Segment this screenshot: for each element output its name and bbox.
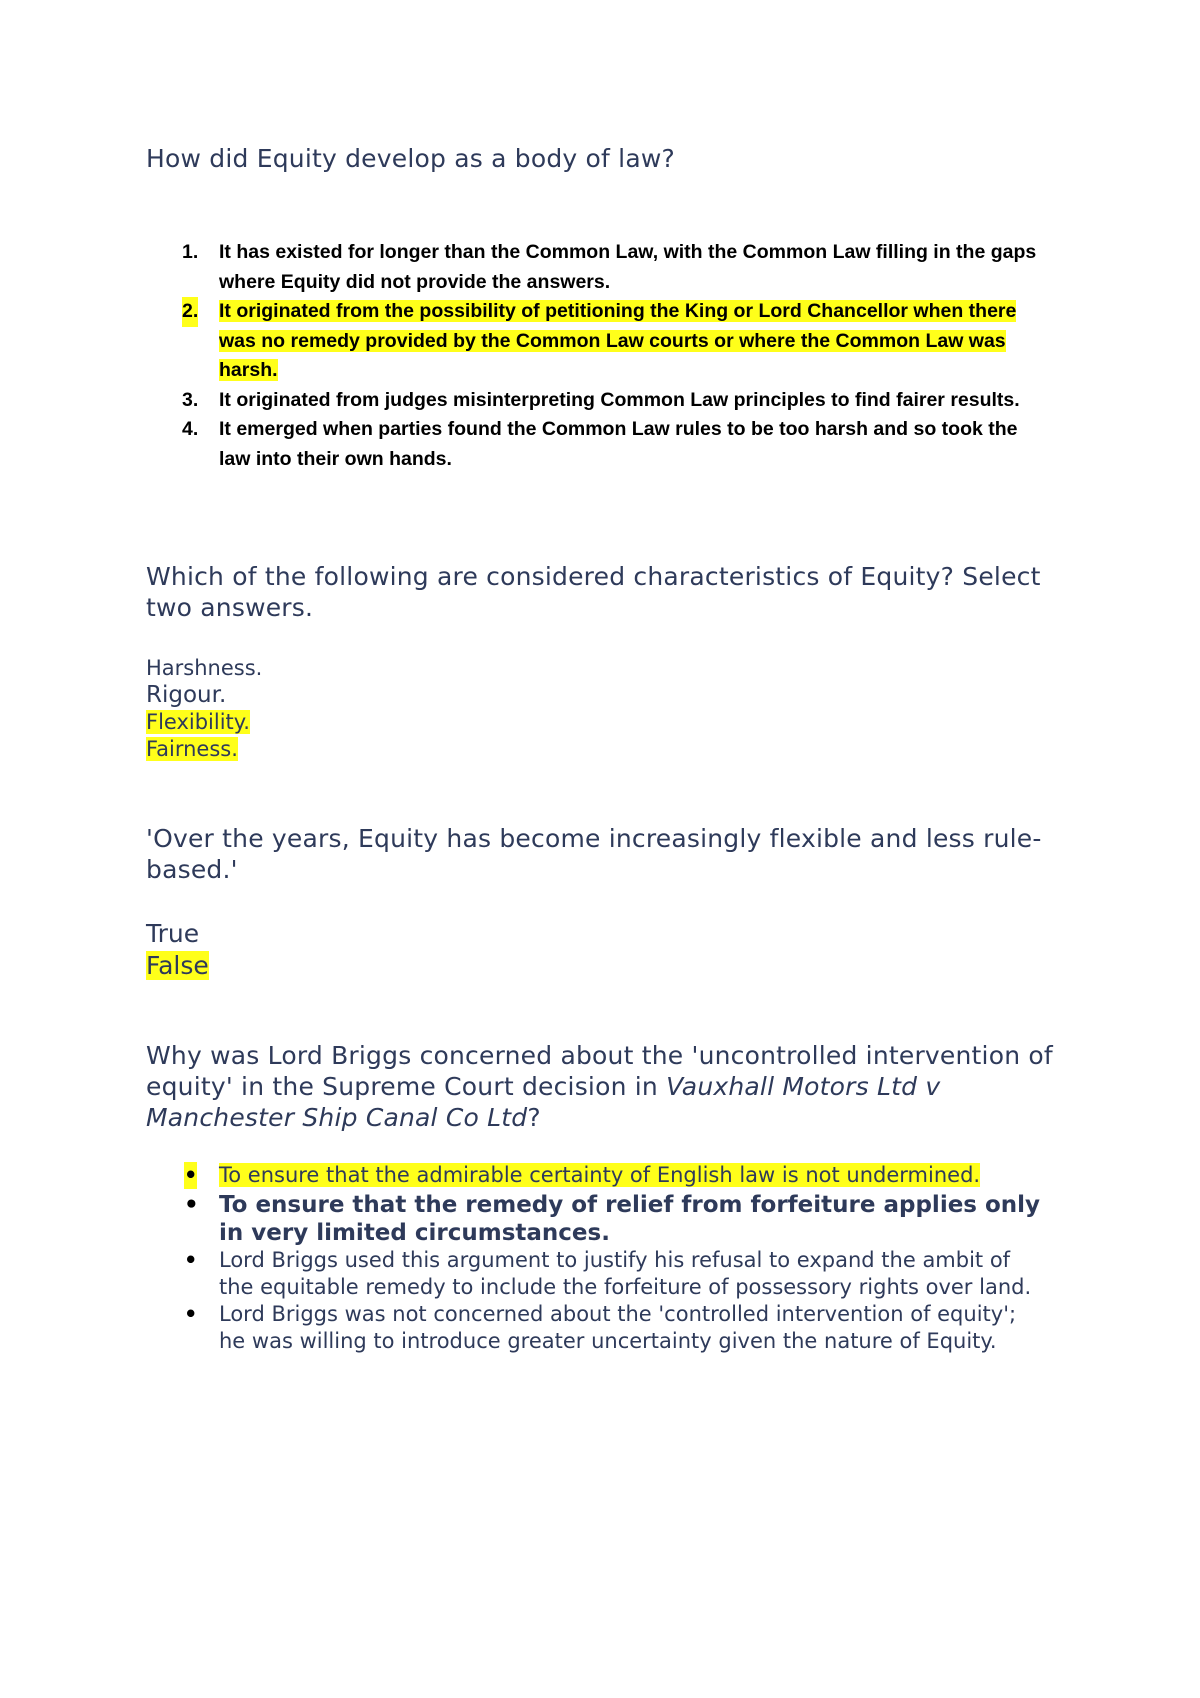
answer-number: 1. [182,241,199,263]
answer-number: 4. [182,418,199,440]
answer-text: It has existed for longer than the Common Law, with the Common Law filling in the gaps where Equity did not provide the answers. [219,241,1037,293]
case-name: Vauxhall Motors Ltd v Manchester Ship Canal Co Ltd [146,1072,941,1132]
question-4-answer-1-highlighted [146,1162,1046,1189]
question-1-answer-3 [146,386,1046,416]
question-3-title: 'Over the years, Equity has become increasingly flexible and less rule-based.' [146,824,1042,884]
question-1-answer-2-highlighted [146,297,1046,386]
question-2-title: Which of the following are considered characteristics of Equity? Select two answers. [146,562,1041,622]
answer-number: 3. [182,388,199,411]
bullet-icon: • [184,1248,198,1272]
answer-text: It originated from judges misinterpreting Common Law principles to find fairer results. [219,388,1020,411]
question-2-option-fairness-highlighted: Fairness. [146,737,238,761]
answer-text: Lord Briggs used this argument to justify his refusal to expand the ambit of the equitable remedy to include the forfeiture of possessory rights over land. [219,1248,1032,1299]
question-3-option-true: True [146,919,200,948]
answer-text: To ensure that the admirable certainty of English law is not undermined. [219,1163,981,1187]
question-4-answer-list [146,1162,1046,1355]
answer-text: To ensure that the remedy of relief from forfeiture applies only in very limited circumstances. [219,1192,1041,1246]
answer-number: 2. [182,297,198,327]
bullet-icon: • [184,1302,198,1326]
question-4-answer-3 [146,1247,1046,1301]
question-2-option-flexibility-highlighted: Flexibility. [146,710,250,734]
question-1-title: How did Equity develop as a body of law? [146,144,675,173]
question-1-answer-list [146,238,1046,474]
bullet-icon: • [184,1163,198,1187]
answer-text: It originated from the possibility of petitioning the King or Lord Chancellor when there was no remedy provided by the Common Law courts or where the Common Law was harsh. [219,300,1017,381]
question-2-option-harshness: Harshness. [146,656,263,680]
question-2-option-rigour: Rigour. [146,682,227,708]
question-1-answer-4 [146,415,1046,474]
question-1-answer-1 [146,238,1046,297]
question-4-answer-2 [146,1191,1046,1247]
answer-text: It emerged when parties found the Common Law rules to be too harsh and so took the law into their own hands. [219,418,1018,470]
question-3-option-false-highlighted: False [146,951,209,980]
question-4-title: Why was Lord Briggs concerned about the 'uncontrolled intervention of equity' in the Supreme Court decision in Vauxhall Motors Ltd v Manchester Ship Canal Co Ltd? [146,1041,1053,1132]
question-4-answer-4 [146,1301,1046,1355]
answer-text: Lord Briggs was not concerned about the 'controlled intervention of equity'; he was willing to introduce greater uncertainty given the nature of Equity. [219,1302,1017,1353]
bullet-icon: • [184,1192,199,1218]
